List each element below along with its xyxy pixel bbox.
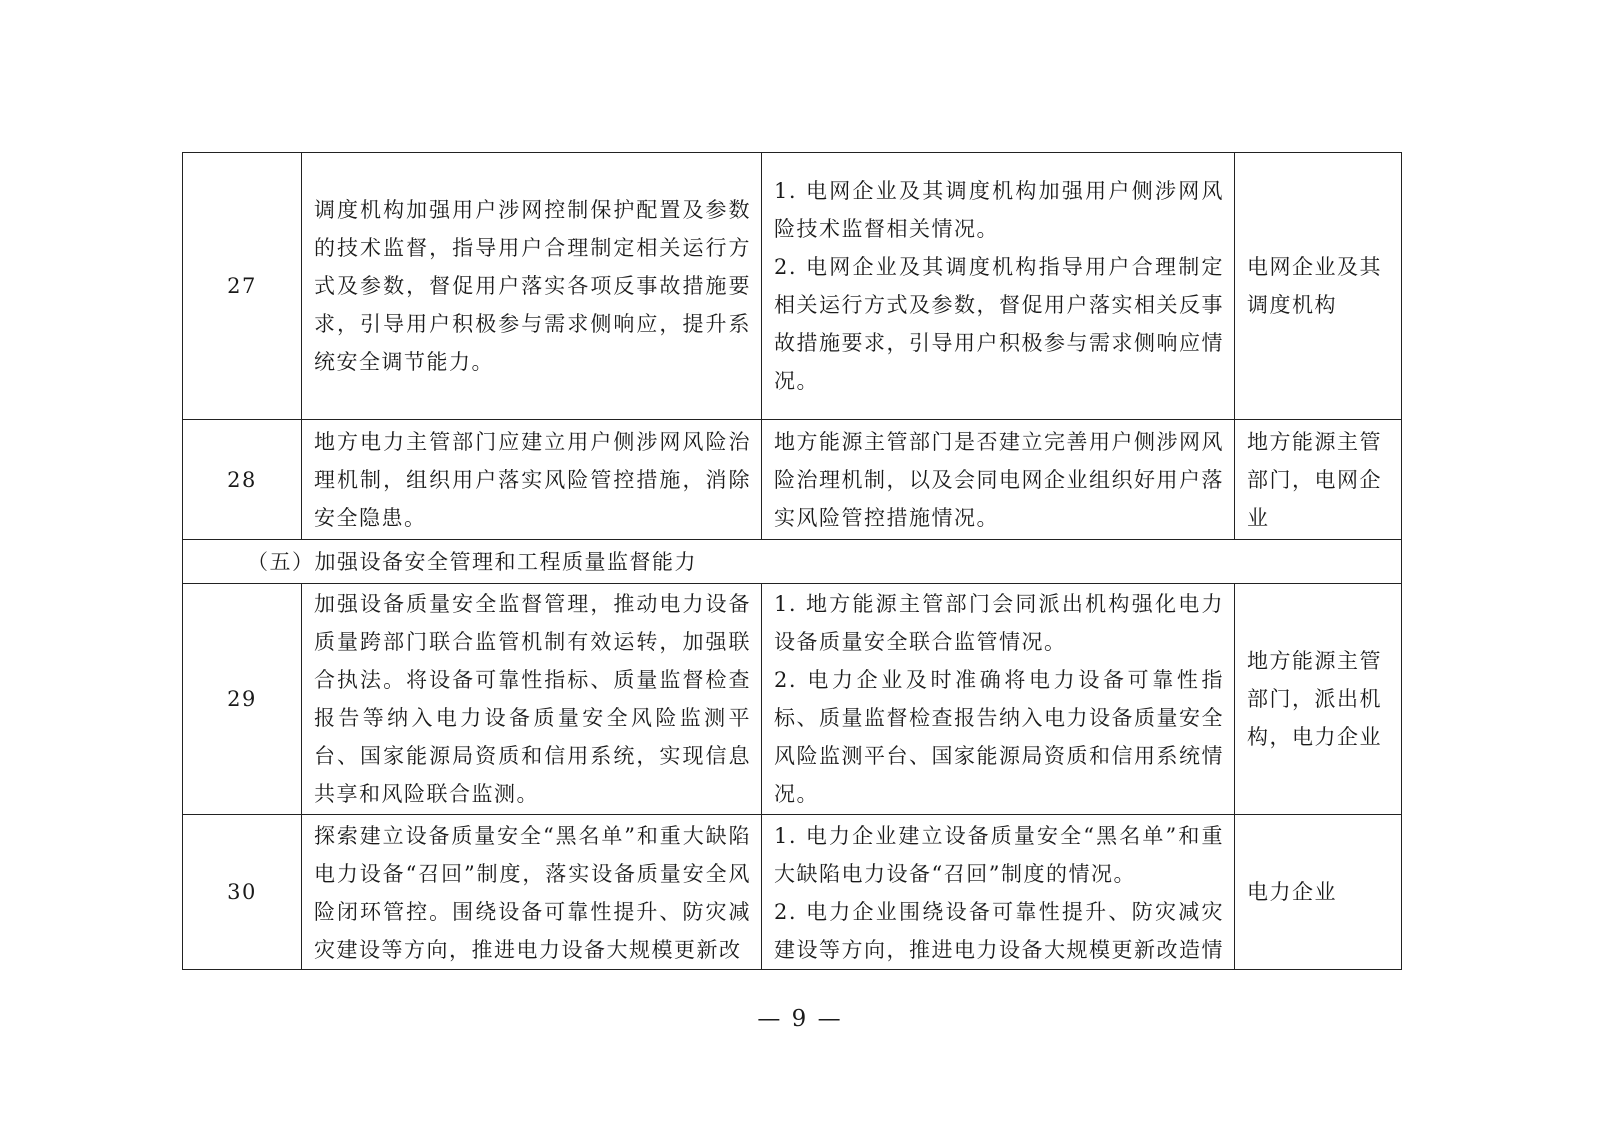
- row-number: 27: [183, 153, 302, 420]
- check-item: 2. 电力企业围绕设备可靠性提升、防灾减灾建设等方向，推进电力设备大规模更新改造情: [774, 900, 1224, 962]
- check-items: [762, 815, 1235, 970]
- task-text: 探索建立设备质量安全“黑名单”和重大缺陷电力设备“召回”制度，落实设备质量安全风险闭环管控。围绕设备可靠性提升、防灾减灾建设等方向，推进电力设备大规模更新改: [314, 824, 751, 962]
- row-number: 30: [183, 815, 302, 970]
- supervision-table: [182, 152, 1402, 970]
- task-text: 地方电力主管部门应建立用户侧涉网风险治理机制，组织用户落实风险管控措施，消除安全隐患。: [314, 429, 751, 530]
- responsible-party: 电力企业: [1235, 815, 1402, 970]
- task-text: 加强设备质量安全监督管理，推动电力设备质量跨部门联合监管机制有效运转，加强联合执法。将设备可靠性指标、质量监督检查报告等纳入电力设备质量安全风险监测平台、国家能源局资质和信用系统，实现信息共享和风险联合监测。: [314, 592, 751, 806]
- responsible-party: 地方能源主管部门，电网企业: [1235, 420, 1402, 540]
- check-item: 1. 电力企业建立设备质量安全“黑名单”和重大缺陷电力设备“召回”制度的情况。: [774, 824, 1224, 886]
- task-description: [302, 815, 762, 970]
- check-item: 地方能源主管部门是否建立完善用户侧涉网风险治理机制，以及会同电网企业组织好用户落实风险管控措施情况。: [774, 429, 1224, 530]
- check-items: [762, 153, 1235, 420]
- table-row-30: [183, 815, 1402, 970]
- check-item: 2. 电网企业及其调度机构指导用户合理制定相关运行方式及参数，督促用户落实相关反事故措施要求，引导用户积极参与需求侧响应情况。: [774, 255, 1224, 393]
- responsible-party: 电网企业及其调度机构: [1235, 153, 1402, 420]
- task-description: [302, 584, 762, 815]
- task-description: [302, 420, 762, 540]
- table-row-27: [183, 153, 1402, 420]
- section-heading-row: [183, 540, 1402, 584]
- check-item: 1. 地方能源主管部门会同派出机构强化电力设备质量安全联合监管情况。: [774, 592, 1224, 654]
- task-description: [302, 153, 762, 420]
- section-heading: （五）加强设备安全管理和工程质量监督能力: [183, 540, 1402, 584]
- table-row-29: [183, 584, 1402, 815]
- page-number: — 9 —: [757, 1006, 843, 1032]
- check-item: 2. 电力企业及时准确将电力设备可靠性指标、质量监督检查报告纳入电力设备质量安全风险监测平台、国家能源局资质和信用系统情况。: [774, 668, 1224, 806]
- row-number: 28: [183, 420, 302, 540]
- check-items: [762, 420, 1235, 540]
- check-items: [762, 584, 1235, 815]
- check-item: 1. 电网企业及其调度机构加强用户侧涉网风险技术监督相关情况。: [774, 179, 1224, 241]
- responsible-party: 地方能源主管部门，派出机构，电力企业: [1235, 584, 1402, 815]
- table-row-28: [183, 420, 1402, 540]
- row-number: 29: [183, 584, 302, 815]
- task-text: 调度机构加强用户涉网控制保护配置及参数的技术监督，指导用户合理制定相关运行方式及参数，督促用户落实各项反事故措施要求，引导用户积极参与需求侧响应，提升系统安全调节能力。: [314, 198, 751, 374]
